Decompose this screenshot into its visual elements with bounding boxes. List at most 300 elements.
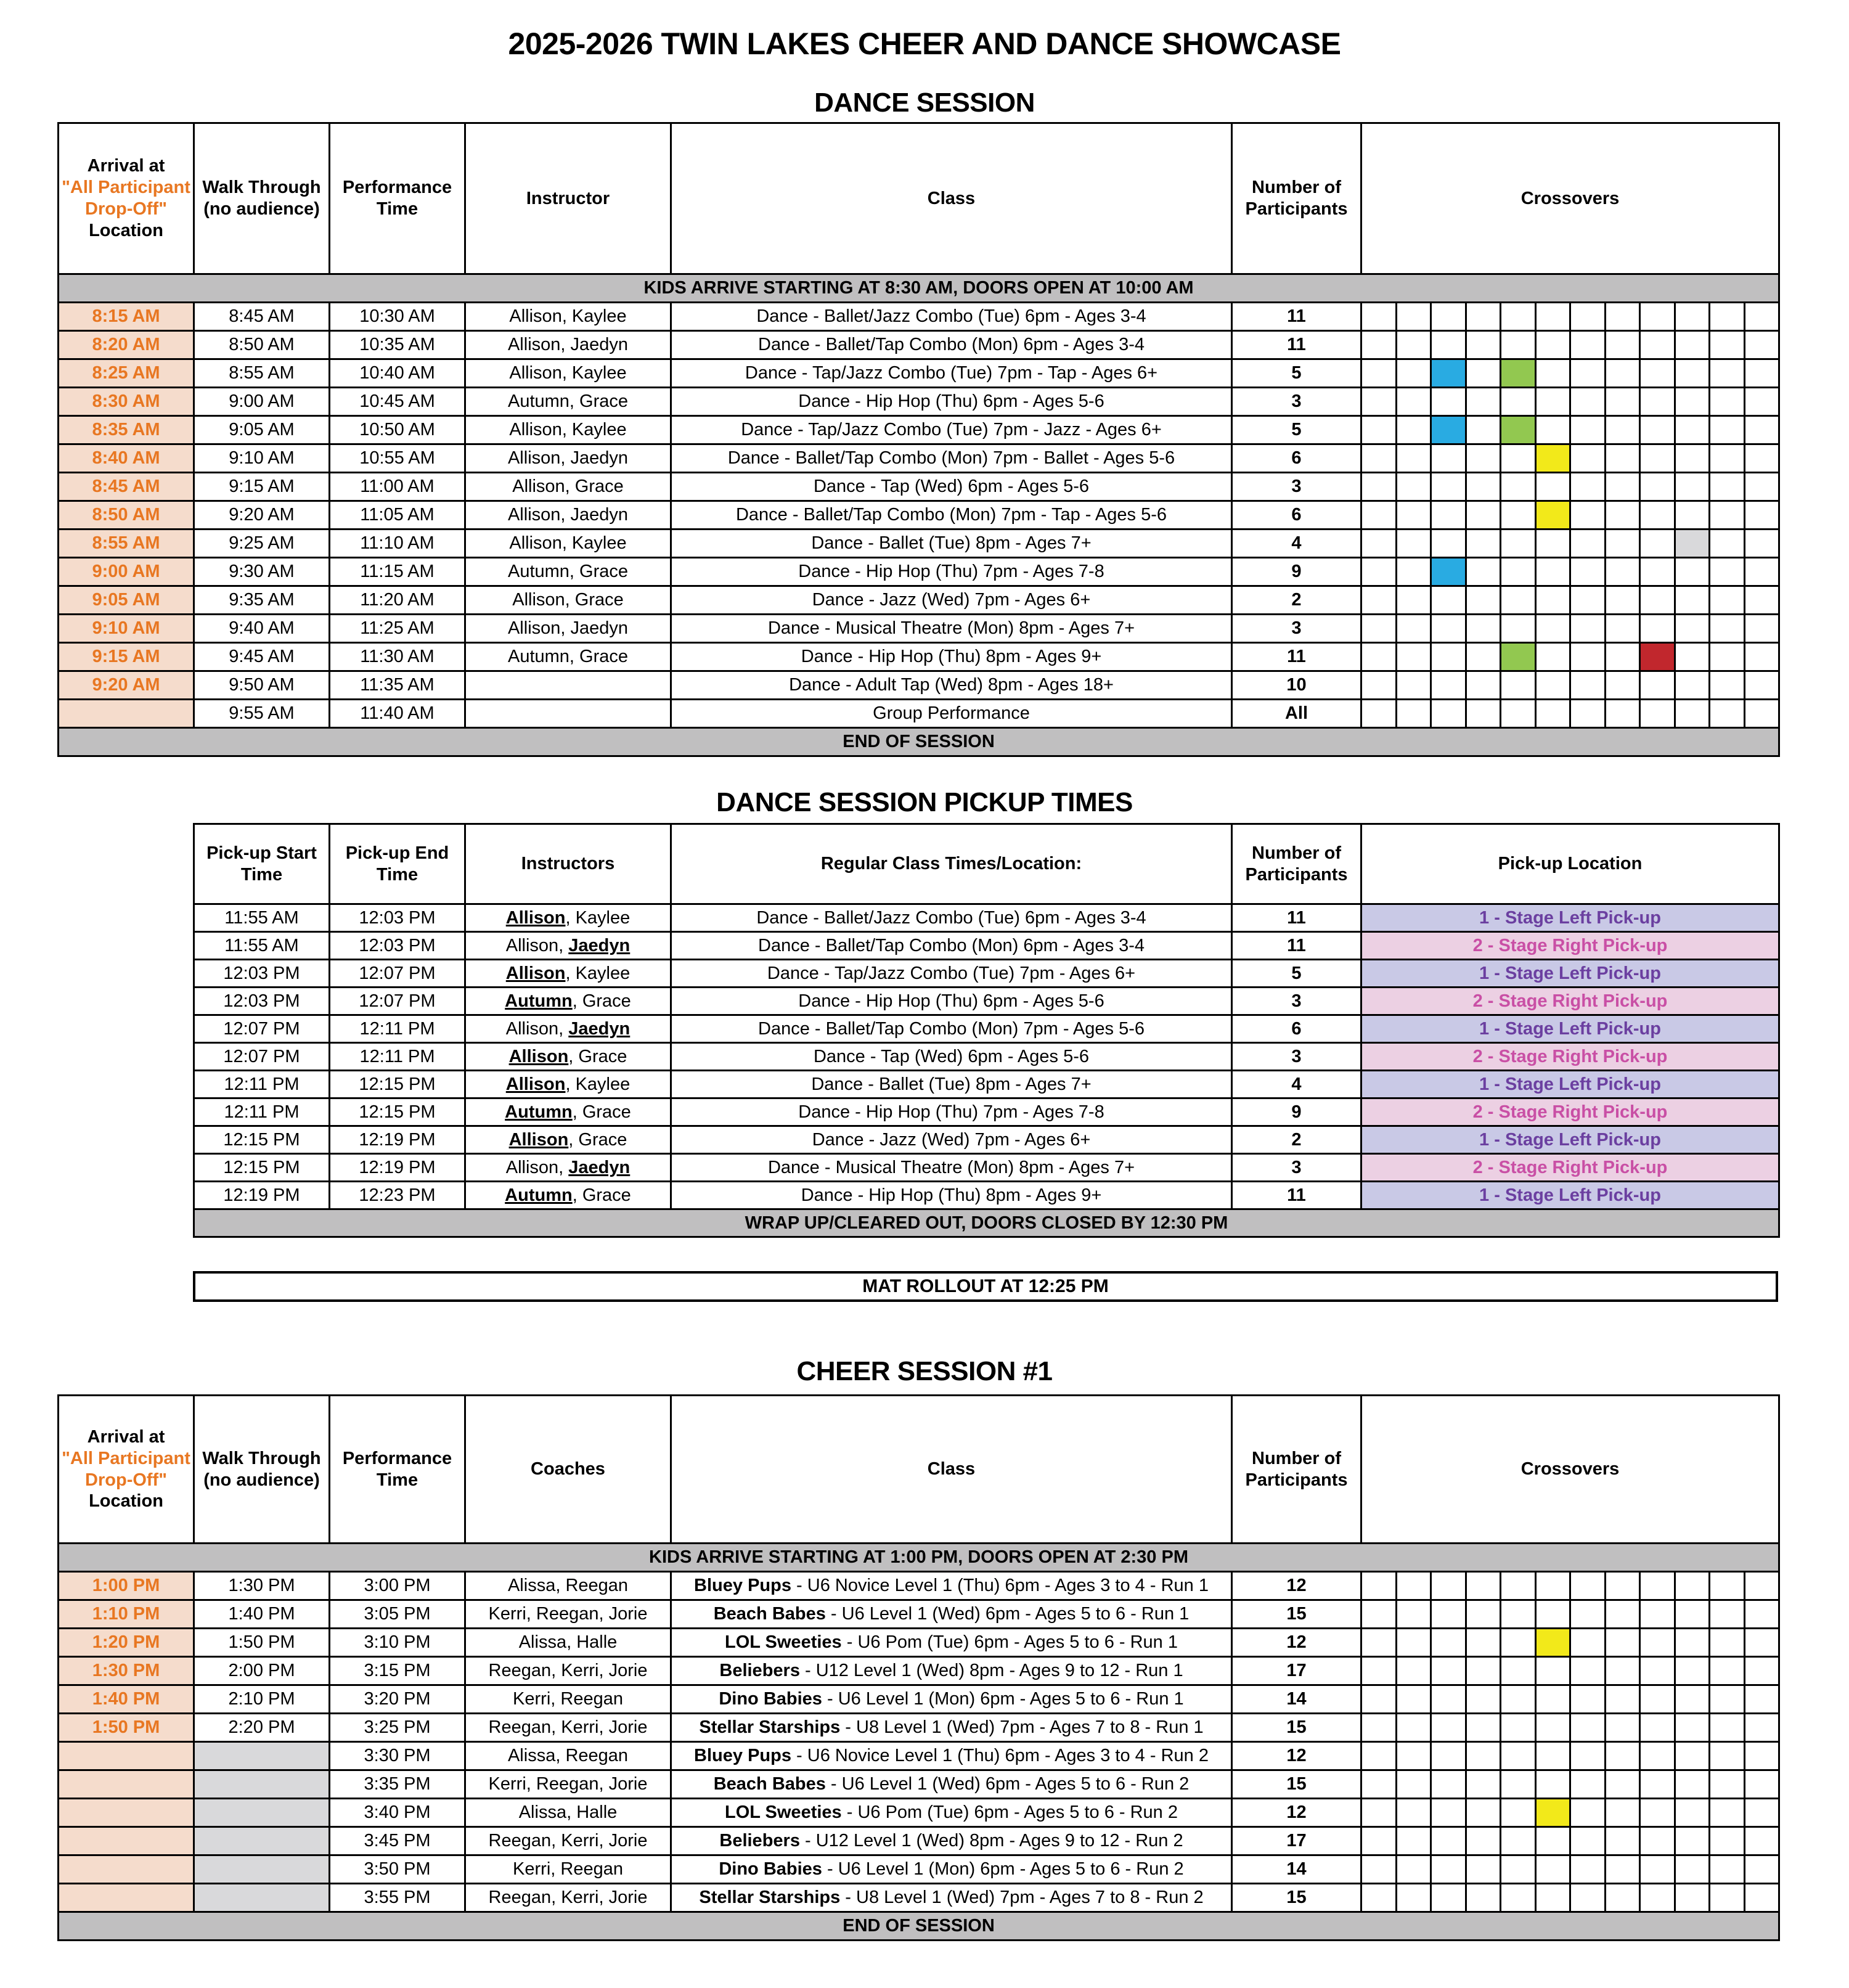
walk-through-time [194, 1799, 330, 1827]
pickup-start-time: 12:03 PM [194, 960, 330, 988]
crossover-cell [1640, 1600, 1675, 1629]
pickup-row [194, 988, 1779, 1015]
coaches: Alissa, Halle [465, 1629, 671, 1657]
crossover-cell [1640, 303, 1675, 331]
arrival-time: 8:20 AM [59, 331, 194, 359]
pickup-end-banner [194, 1209, 1779, 1237]
crossover-cell [1535, 1714, 1570, 1742]
crossover-cell [1744, 1714, 1779, 1742]
crossover-cell [1605, 1600, 1640, 1629]
crossover-cell [1640, 501, 1675, 530]
header-arrival-line1: Arrival at [87, 156, 165, 176]
dance-schedule-row [59, 303, 1779, 331]
crossover-cell [1605, 501, 1640, 530]
crossover-cell [1466, 1827, 1501, 1855]
pickup-end-time: 12:03 PM [330, 932, 465, 960]
instructor-1: Allison [508, 1046, 569, 1066]
coaches: Kerri, Reegan, Jorie [465, 1600, 671, 1629]
crossover-cell [1431, 1742, 1466, 1770]
arrival-time: 9:00 AM [59, 558, 194, 586]
instructor-1: Autumn [505, 991, 573, 1011]
crossover-cell [1501, 1685, 1536, 1714]
crossover-cell [1570, 444, 1606, 473]
pickup-start-time: 12:11 PM [194, 1071, 330, 1098]
crossover-cell [1744, 700, 1779, 728]
crossover-cell [1396, 388, 1431, 416]
cheer-schedule-row [59, 1657, 1779, 1685]
crossover-marker-blue [1431, 558, 1466, 586]
crossover-cell [1535, 1884, 1570, 1912]
instructor-2: Grace [578, 1129, 627, 1150]
crossover-cell [1466, 1884, 1501, 1912]
crossover-cell [1396, 700, 1431, 728]
crossover-cell [1361, 530, 1397, 558]
crossover-cell [1675, 700, 1710, 728]
crossover-cell [1744, 558, 1779, 586]
crossover-cell [1501, 671, 1536, 700]
crossover-cell [1361, 586, 1397, 615]
crossover-cell [1466, 1657, 1501, 1685]
class-name [671, 1770, 1232, 1799]
crossover-cell [1501, 303, 1536, 331]
crossover-cell [1605, 1827, 1640, 1855]
performance-time: 11:40 AM [330, 700, 465, 728]
crossover-cell [1361, 1855, 1397, 1884]
participant-count: 6 [1232, 501, 1361, 530]
crossover-cell [1501, 700, 1536, 728]
crossover-cell [1744, 586, 1779, 615]
arrival-time: 1:30 PM [59, 1657, 194, 1685]
class-name: Dance - Tap (Wed) 6pm - Ages 5-6 [671, 473, 1232, 501]
class-name: Group Performance [671, 700, 1232, 728]
walk-through-time: 2:20 PM [194, 1714, 330, 1742]
walk-through-time: 8:45 AM [194, 303, 330, 331]
crossover-cell [1396, 1742, 1431, 1770]
crossover-cell [1640, 359, 1675, 388]
crossover-cell [1570, 1770, 1606, 1799]
crossover-cell [1640, 1855, 1675, 1884]
crossover-cell [1605, 530, 1640, 558]
crossover-cell [1675, 1572, 1710, 1600]
cheer-end-banner-text: END OF SESSION [59, 1912, 1779, 1941]
crossover-cell [1744, 1572, 1779, 1600]
crossover-cell [1535, 530, 1570, 558]
cheer-schedule-row [59, 1600, 1779, 1629]
crossover-cell [1605, 700, 1640, 728]
crossover-cell [1396, 615, 1431, 643]
class-details: - U6 Level 1 (Wed) 6pm - Ages 5 to 6 - Run 2 [825, 1774, 1190, 1794]
pickup-location-stage-right: 2 - Stage Right Pick-up [1361, 1098, 1779, 1126]
performance-time: 3:55 PM [330, 1884, 465, 1912]
crossover-cell [1570, 615, 1606, 643]
crossover-cell [1396, 586, 1431, 615]
crossover-cell [1675, 1600, 1710, 1629]
crossover-cell [1431, 501, 1466, 530]
crossover-cell [1744, 444, 1779, 473]
pickup-row [194, 1043, 1779, 1071]
crossover-cell [1710, 1884, 1745, 1912]
class-name [671, 1629, 1232, 1657]
crossover-cell [1396, 643, 1431, 671]
performance-time: 3:20 PM [330, 1685, 465, 1714]
team-name: Beach Babes [713, 1774, 826, 1794]
crossover-cell [1744, 303, 1779, 331]
regular-class: Dance - Tap (Wed) 6pm - Ages 5-6 [671, 1043, 1232, 1071]
pickup-location-stage-right: 2 - Stage Right Pick-up [1361, 1043, 1779, 1071]
crossover-cell [1396, 1685, 1431, 1714]
instructor-1: Allison [505, 1157, 559, 1177]
crossover-cell [1535, 1572, 1570, 1600]
crossover-cell [1605, 643, 1640, 671]
crossover-cell [1361, 1714, 1397, 1742]
instructors: Allison, Kaylee [465, 904, 671, 932]
crossover-cell [1361, 1657, 1397, 1685]
crossover-cell [1535, 331, 1570, 359]
crossover-cell [1710, 1770, 1745, 1799]
crossover-cell [1640, 444, 1675, 473]
crossover-cell [1710, 1600, 1745, 1629]
team-name: Beach Babes [713, 1604, 826, 1624]
participant-count: 4 [1232, 1071, 1361, 1098]
crossover-cell [1570, 700, 1606, 728]
pickup-row [194, 1098, 1779, 1126]
participant-count: 5 [1232, 359, 1361, 388]
regular-class: Dance - Hip Hop (Thu) 6pm - Ages 5-6 [671, 988, 1232, 1015]
participant-count: 11 [1232, 1182, 1361, 1209]
coaches: Alissa, Reegan [465, 1572, 671, 1600]
class-name [671, 1685, 1232, 1714]
instructor-2: Grace [582, 991, 631, 1011]
crossover-cell [1361, 700, 1397, 728]
crossover-marker-blue [1431, 416, 1466, 444]
crossover-cell [1640, 1799, 1675, 1827]
crossover-cell [1501, 1572, 1536, 1600]
crossover-cell [1361, 1742, 1397, 1770]
pickup-end-time: 12:15 PM [330, 1071, 465, 1098]
crossover-cell [1501, 558, 1536, 586]
header-coaches: Coaches [465, 1396, 671, 1544]
crossover-cell [1675, 1799, 1710, 1827]
crossover-cell [1710, 558, 1745, 586]
walk-through-time: 9:30 AM [194, 558, 330, 586]
crossover-cell [1570, 1572, 1606, 1600]
crossover-cell [1396, 1884, 1431, 1912]
crossover-cell [1640, 1685, 1675, 1714]
participant-count: 2 [1232, 586, 1361, 615]
instructor: Allison, Grace [465, 586, 671, 615]
pickup-title: DANCE SESSION PICKUP TIMES [716, 787, 1133, 817]
performance-time: 11:25 AM [330, 615, 465, 643]
crossover-cell [1501, 501, 1536, 530]
crossover-marker-yellow [1535, 444, 1570, 473]
crossover-cell [1535, 473, 1570, 501]
performance-time: 11:05 AM [330, 501, 465, 530]
pickup-end-time: 12:23 PM [330, 1182, 465, 1209]
coaches: Kerri, Reegan [465, 1855, 671, 1884]
regular-class: Dance - Hip Hop (Thu) 8pm - Ages 9+ [671, 1182, 1232, 1209]
participant-count: 3 [1232, 1043, 1361, 1071]
crossover-cell [1466, 388, 1501, 416]
instructor: Allison, Kaylee [465, 416, 671, 444]
instructors: Autumn, Grace [465, 1098, 671, 1126]
crossover-cell [1501, 1855, 1536, 1884]
class-details: - U6 Level 1 (Mon) 6pm - Ages 5 to 6 - Run 2 [822, 1859, 1184, 1880]
crossover-cell [1501, 615, 1536, 643]
team-name: Bluey Pups [694, 1746, 791, 1766]
crossover-cell [1501, 1884, 1536, 1912]
coaches: Alissa, Reegan [465, 1742, 671, 1770]
performance-time: 11:35 AM [330, 671, 465, 700]
crossover-cell [1570, 1799, 1606, 1827]
crossover-cell [1605, 586, 1640, 615]
class-details: - U12 Level 1 (Wed) 8pm - Ages 9 to 12 - Run 2 [799, 1831, 1183, 1851]
performance-time: 10:50 AM [330, 416, 465, 444]
crossover-cell [1535, 1855, 1570, 1884]
participant-count: 6 [1232, 444, 1361, 473]
crossover-cell [1640, 1884, 1675, 1912]
cheer-start-banner [59, 1544, 1779, 1572]
participant-count: 11 [1232, 904, 1361, 932]
crossover-cell [1466, 586, 1501, 615]
crossover-cell [1605, 1742, 1640, 1770]
cheer-schedule-row [59, 1629, 1779, 1657]
crossover-cell [1675, 473, 1710, 501]
crossover-cell [1501, 1799, 1536, 1827]
crossover-cell [1535, 615, 1570, 643]
arrival-time: 8:45 AM [59, 473, 194, 501]
crossover-cell [1710, 1827, 1745, 1855]
pickup-row [194, 1015, 1779, 1043]
crossover-cell [1501, 1629, 1536, 1657]
crossover-cell [1396, 1855, 1431, 1884]
performance-time: 11:20 AM [330, 586, 465, 615]
header-regular-class: Regular Class Times/Location: [671, 824, 1232, 904]
cheer-schedule-row [59, 1742, 1779, 1770]
crossover-cell [1710, 615, 1745, 643]
dance-end-banner [59, 728, 1779, 756]
participant-count: 3 [1232, 988, 1361, 1015]
crossover-cell [1535, 700, 1570, 728]
class-name: Dance - Ballet (Tue) 8pm - Ages 7+ [671, 530, 1232, 558]
crossover-cell [1535, 1827, 1570, 1855]
dance-start-banner-text: KIDS ARRIVE STARTING AT 8:30 AM, DOORS OPEN AT 10:00 AM [59, 274, 1779, 303]
pickup-location-stage-right: 2 - Stage Right Pick-up [1361, 932, 1779, 960]
team-name: LOL Sweeties [725, 1802, 842, 1823]
arrival-time [59, 1742, 194, 1770]
crossover-cell [1361, 558, 1397, 586]
dance-schedule-row [59, 501, 1779, 530]
header-class: Class [671, 123, 1232, 274]
pickup-start-time: 12:07 PM [194, 1043, 330, 1071]
crossover-cell [1570, 1600, 1606, 1629]
crossover-cell [1501, 331, 1536, 359]
crossover-cell [1710, 1714, 1745, 1742]
class-details: - U6 Novice Level 1 (Thu) 6pm - Ages 3 to 4 - Run 2 [791, 1746, 1209, 1766]
crossover-cell [1710, 331, 1745, 359]
crossover-cell [1396, 1600, 1431, 1629]
coaches: Reegan, Kerri, Jorie [465, 1714, 671, 1742]
crossover-cell [1466, 501, 1501, 530]
crossover-cell [1570, 331, 1606, 359]
class-name [671, 1572, 1232, 1600]
walk-through-time: 8:50 AM [194, 331, 330, 359]
crossover-cell [1570, 303, 1606, 331]
crossover-cell [1744, 388, 1779, 416]
crossover-cell [1466, 416, 1501, 444]
performance-time: 3:50 PM [330, 1855, 465, 1884]
crossover-cell [1744, 1600, 1779, 1629]
crossover-cell [1396, 1657, 1431, 1685]
participant-count: 9 [1232, 558, 1361, 586]
crossover-cell [1431, 615, 1466, 643]
coaches: Reegan, Kerri, Jorie [465, 1827, 671, 1855]
crossover-cell [1431, 388, 1466, 416]
crossover-cell [1570, 558, 1606, 586]
crossover-marker-grey [1675, 530, 1710, 558]
participant-count: 15 [1232, 1770, 1361, 1799]
crossover-cell [1396, 303, 1431, 331]
crossover-cell [1744, 615, 1779, 643]
crossover-marker-green [1501, 643, 1536, 671]
crossover-cell [1431, 1884, 1466, 1912]
walk-through-time: 9:40 AM [194, 615, 330, 643]
crossover-cell [1466, 615, 1501, 643]
cheer-end-banner [59, 1912, 1779, 1941]
participant-count: 12 [1232, 1572, 1361, 1600]
dance-header-row [59, 123, 1779, 274]
crossover-cell [1501, 1742, 1536, 1770]
crossover-cell [1605, 1657, 1640, 1685]
crossover-cell [1431, 671, 1466, 700]
crossover-cell [1431, 1572, 1466, 1600]
coaches: Reegan, Kerri, Jorie [465, 1884, 671, 1912]
crossover-cell [1396, 1572, 1431, 1600]
participant-count: 3 [1232, 1154, 1361, 1182]
crossover-cell [1431, 1629, 1466, 1657]
crossover-cell [1710, 700, 1745, 728]
crossover-cell [1744, 1827, 1779, 1855]
crossover-cell [1640, 1742, 1675, 1770]
participant-count: 3 [1232, 615, 1361, 643]
crossover-cell [1570, 1855, 1606, 1884]
crossover-cell [1501, 1657, 1536, 1685]
crossover-cell [1396, 1827, 1431, 1855]
performance-time: 10:40 AM [330, 359, 465, 388]
crossover-cell [1570, 501, 1606, 530]
walk-through-time [194, 1855, 330, 1884]
crossover-cell [1535, 1770, 1570, 1799]
crossover-cell [1431, 586, 1466, 615]
crossover-cell [1466, 473, 1501, 501]
header-pickup-end: Pick-up End Time [330, 824, 465, 904]
crossover-cell [1466, 530, 1501, 558]
participant-count: 14 [1232, 1855, 1361, 1884]
crossover-cell [1640, 1714, 1675, 1742]
arrival-time: 8:15 AM [59, 303, 194, 331]
crossover-cell [1710, 1685, 1745, 1714]
pickup-row [194, 1154, 1779, 1182]
header-crossovers: Crossovers [1361, 1396, 1779, 1544]
participant-count: 12 [1232, 1742, 1361, 1770]
crossover-cell [1744, 1770, 1779, 1799]
crossover-cell [1431, 700, 1466, 728]
instructor-2: Grace [582, 1102, 631, 1122]
crossover-cell [1710, 388, 1745, 416]
walk-through-time: 9:35 AM [194, 586, 330, 615]
class-name: Dance - Hip Hop (Thu) 7pm - Ages 7-8 [671, 558, 1232, 586]
crossover-cell [1675, 416, 1710, 444]
header-arrival-line2: "All Participant Drop-Off" [62, 178, 190, 219]
dance-schedule-row [59, 359, 1779, 388]
walk-through-time: 9:25 AM [194, 530, 330, 558]
performance-time: 10:30 AM [330, 303, 465, 331]
crossover-cell [1361, 1572, 1397, 1600]
header-participants: Number of Participants [1232, 1396, 1361, 1544]
crossover-cell [1431, 331, 1466, 359]
class-details: - U6 Pom (Tue) 6pm - Ages 5 to 6 - Run 1 [841, 1632, 1178, 1653]
crossover-cell [1640, 1572, 1675, 1600]
crossover-cell [1361, 331, 1397, 359]
crossover-cell [1605, 359, 1640, 388]
crossover-cell [1605, 473, 1640, 501]
instructor-2: Grace [578, 1046, 627, 1066]
crossover-cell [1675, 1657, 1710, 1685]
header-instructors: Instructors [465, 824, 671, 904]
performance-time: 3:05 PM [330, 1600, 465, 1629]
crossover-cell [1605, 1572, 1640, 1600]
class-details: - U6 Novice Level 1 (Thu) 6pm - Ages 3 to 4 - Run 1 [791, 1576, 1209, 1596]
crossover-cell [1396, 444, 1431, 473]
dance-end-banner-text: END OF SESSION [59, 728, 1779, 756]
crossover-marker-red [1640, 643, 1675, 671]
crossover-cell [1570, 1884, 1606, 1912]
performance-time: 3:40 PM [330, 1799, 465, 1827]
crossover-cell [1605, 416, 1640, 444]
crossover-cell [1431, 1600, 1466, 1629]
performance-time: 3:45 PM [330, 1827, 465, 1855]
coaches: Reegan, Kerri, Jorie [465, 1657, 671, 1685]
crossover-cell [1675, 388, 1710, 416]
crossover-cell [1605, 1770, 1640, 1799]
team-name: Beliebers [719, 1661, 800, 1681]
crossover-cell [1396, 501, 1431, 530]
participant-count: 11 [1232, 643, 1361, 671]
arrival-time: 8:55 AM [59, 530, 194, 558]
pickup-row [194, 904, 1779, 932]
crossover-cell [1361, 444, 1397, 473]
crossover-cell [1431, 1770, 1466, 1799]
instructor-1: Allison [505, 1018, 559, 1039]
header-pickup-location: Pick-up Location [1361, 824, 1779, 904]
instructor [465, 700, 671, 728]
performance-time: 3:35 PM [330, 1770, 465, 1799]
pickup-location-stage-left: 1 - Stage Left Pick-up [1361, 904, 1779, 932]
pickup-end-time: 12:03 PM [330, 904, 465, 932]
crossover-cell [1710, 1855, 1745, 1884]
crossover-cell [1361, 303, 1397, 331]
crossover-cell [1675, 1685, 1710, 1714]
participant-count: 15 [1232, 1600, 1361, 1629]
dance-schedule-row [59, 586, 1779, 615]
crossover-cell [1535, 1657, 1570, 1685]
class-name: Dance - Hip Hop (Thu) 6pm - Ages 5-6 [671, 388, 1232, 416]
pickup-location-stage-left: 1 - Stage Left Pick-up [1361, 1182, 1779, 1209]
crossover-cell [1675, 444, 1710, 473]
crossover-cell [1605, 331, 1640, 359]
walk-through-time: 9:00 AM [194, 388, 330, 416]
pickup-location-stage-right: 2 - Stage Right Pick-up [1361, 988, 1779, 1015]
crossover-cell [1431, 1657, 1466, 1685]
